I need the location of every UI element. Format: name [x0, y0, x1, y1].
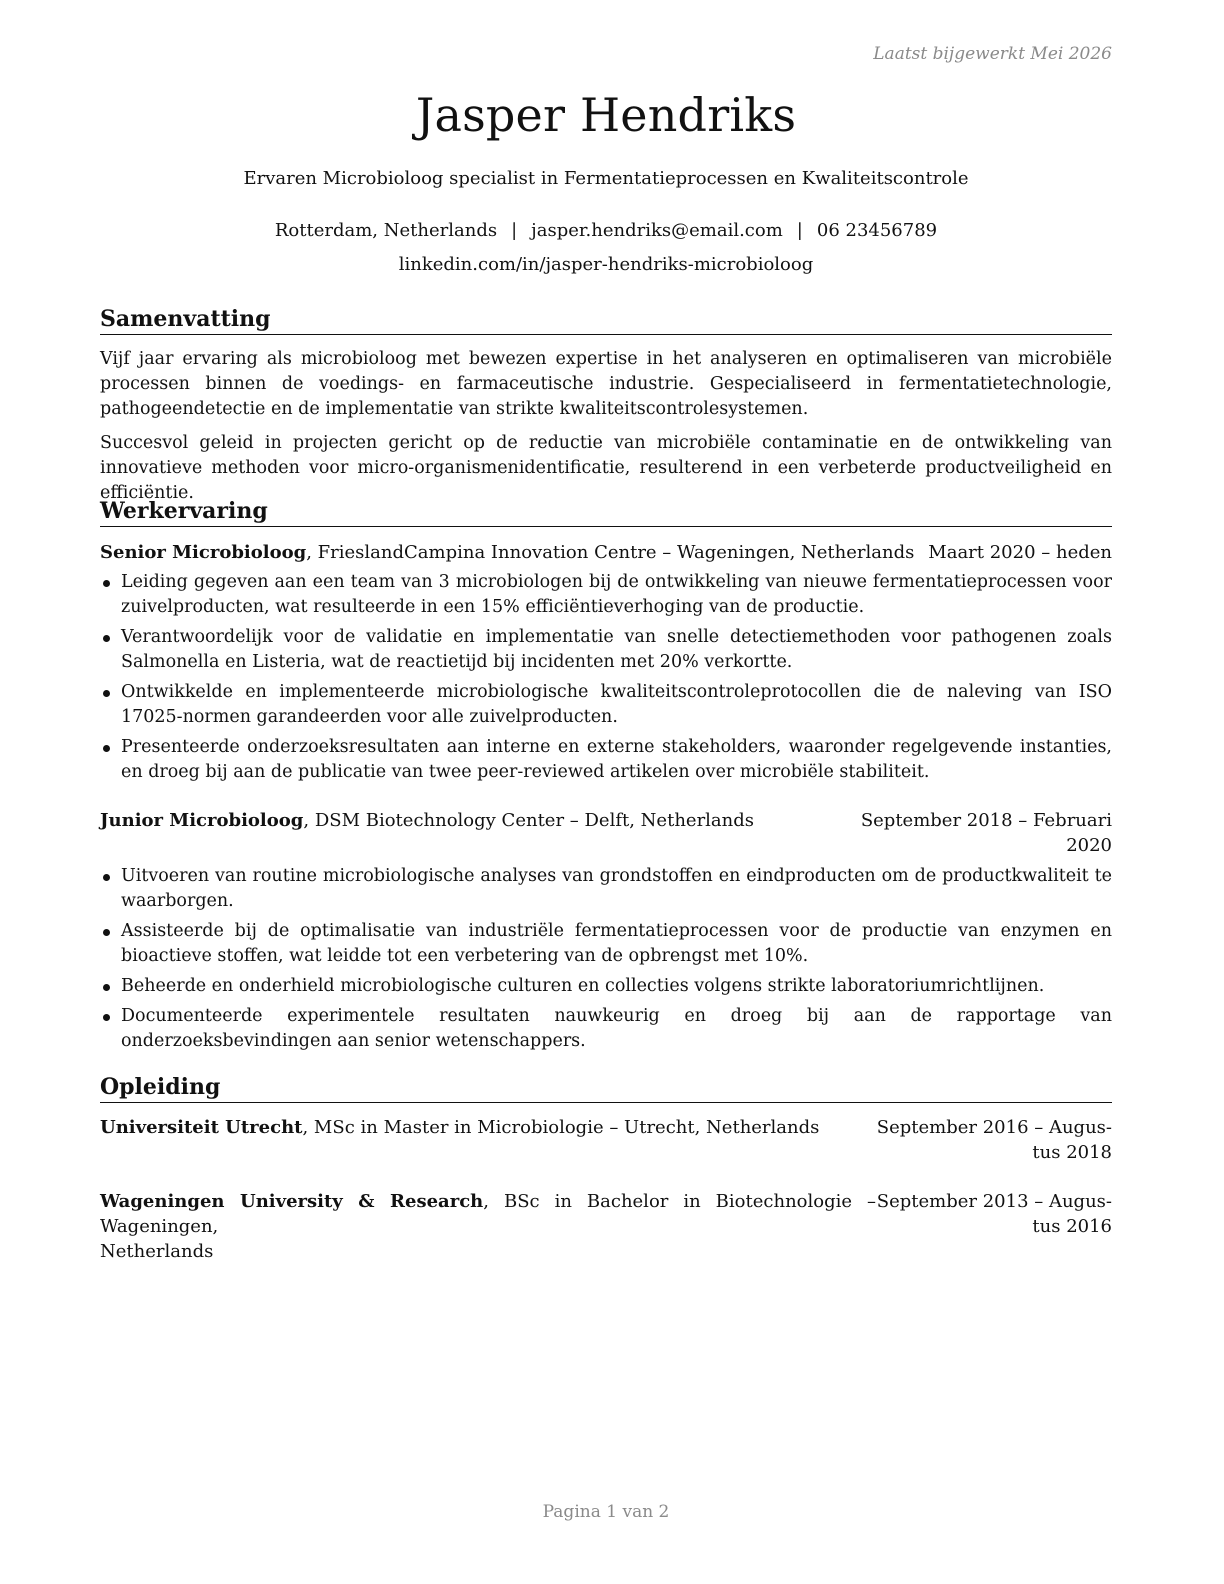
list-item: Uitvoeren van routine microbiologische analyses van grondstoffen en eindproducten om de productkwaliteit te waarborgen.: [100, 864, 1112, 914]
education-dates: September 2013 – Augus- tus 2016: [876, 1191, 1112, 1237]
list-item: Leiding gegeven aan een team van 3 microbiologen bij de ontwikkeling van nieuwe fermentatieprocessen voor zuivelproducten, wat resulteerde in een 15% efficiëntieverhoging van de productie.: [100, 570, 1112, 620]
section-title-experience: Werkervaring: [100, 497, 1112, 527]
section-title-education: Opleiding: [100, 1073, 1112, 1103]
school-name: Wageningen University & Research: [100, 1191, 484, 1212]
degree: , BSc in Bachelor in Biotechnologie – Wageningen,: [100, 1191, 876, 1237]
email-link[interactable]: jasper.hendriks@email.com: [531, 220, 783, 241]
section-title-summary: Samenvatting: [100, 305, 1112, 335]
degree: , MSc in Master in Microbiologie – Utrecht, Netherlands: [302, 1117, 820, 1138]
headline: Ervaren Microbioloog specialist in Fermentatieprocessen en Kwaliteitscontrole: [243, 168, 969, 189]
degree-location: Netherlands: [100, 1241, 214, 1262]
separator: |: [511, 220, 518, 241]
summary-paragraph: Succesvol geleid in projecten gericht op de reductie van microbiële contaminatie en de ontwikkeling van innovatieve methoden voor micro-organismenidentificatie, resulterend in een verbeterde productveiligheid en efficiëntie.: [100, 433, 1112, 503]
separator: |: [796, 220, 803, 241]
bullet-icon: [103, 874, 110, 881]
bullet-icon: [103, 580, 110, 587]
summary-paragraph: Vijf jaar ervaring als microbioloog met bewezen expertise in het analyseren en optimaliseren van microbiële processen binnen de voedings- en farmaceutische industrie. Gespecialiseerd in fermentatietechnologie, pathogeendetectie en de implementatie van strikte kwaliteitscontrolesystemen.: [100, 349, 1112, 419]
contact-line: [100, 220, 1112, 241]
job-role: Junior Microbioloog: [100, 810, 304, 831]
job-title-org: [100, 540, 914, 565]
education-school-degree: [100, 1189, 876, 1264]
job-org: , FrieslandCampina Innovation Centre – Wageningen, Netherlands: [306, 542, 915, 563]
job-dates: September 2018 – Februari 2020: [860, 810, 1112, 856]
job-bullets: [100, 864, 1112, 1059]
list-item: Ontwikkelde en implementeerde microbiologische kwaliteitscontroleprotocollen die de naleving van ISO 17025-normen garandeerden voor alle zuivelproducten.: [100, 680, 1112, 730]
bullet-icon: [103, 984, 110, 991]
phone: 06 23456789: [816, 220, 938, 241]
bullet-icon: [103, 1014, 110, 1021]
bullet-icon: [103, 635, 110, 642]
job-bullets: [100, 570, 1112, 790]
linkedin-link[interactable]: linkedin.com/in/jasper-hendriks-microbioloog: [398, 254, 814, 275]
list-item: Assisteerde bij de optimalisatie van industriële fermentatieprocessen voor de productie van enzymen en bioactieve stoffen, wat leidde tot een verbetering van de opbrengst met 10%.: [100, 919, 1112, 969]
page-number: Pagina 1 van 2: [542, 1502, 670, 1522]
job-title-org: [100, 808, 754, 833]
resume-page: [100, 0, 1112, 1584]
education-school-degree: [100, 1115, 819, 1140]
job-role: Senior Microbioloog: [100, 542, 307, 563]
job-dates: Maart 2020 – heden: [928, 542, 1112, 563]
bullet-icon: [103, 745, 110, 752]
education-dates: September 2016 – Augus- tus 2018: [876, 1117, 1112, 1163]
bullet-icon: [103, 690, 110, 697]
list-item: Beheerde en onderhield microbiologische culturen en collecties volgens strikte laboratoriumrichtlijnen.: [100, 974, 1112, 999]
last-updated: Laatst bijgewerkt Mei 2026: [873, 44, 1112, 64]
school-name: Universiteit Utrecht: [100, 1117, 303, 1138]
job-org: , DSM Biotechnology Center – Delft, Netherlands: [303, 810, 755, 831]
location: Rotterdam, Netherlands: [274, 220, 498, 241]
list-item: Documenteerde experimentele resultaten nauwkeurig en droeg bij aan de rapportage van onderzoeksbevindingen aan senior wetenschappers.: [100, 1004, 1112, 1054]
candidate-name: Jasper Hendriks: [415, 88, 797, 142]
list-item: Verantwoordelijk voor de validatie en implementatie van snelle detectiemethoden voor pathogenen zoals Salmonella en Listeria, wat de reactietijd bij incidenten met 20% verkortte.: [100, 625, 1112, 675]
bullet-icon: [103, 929, 110, 936]
list-item: Presenteerde onderzoeksresultaten aan interne en externe stakeholders, waaronder regelgevende instanties, en droeg bij aan de publicatie van twee peer-reviewed artikelen over microbiële stabiliteit.: [100, 735, 1112, 785]
